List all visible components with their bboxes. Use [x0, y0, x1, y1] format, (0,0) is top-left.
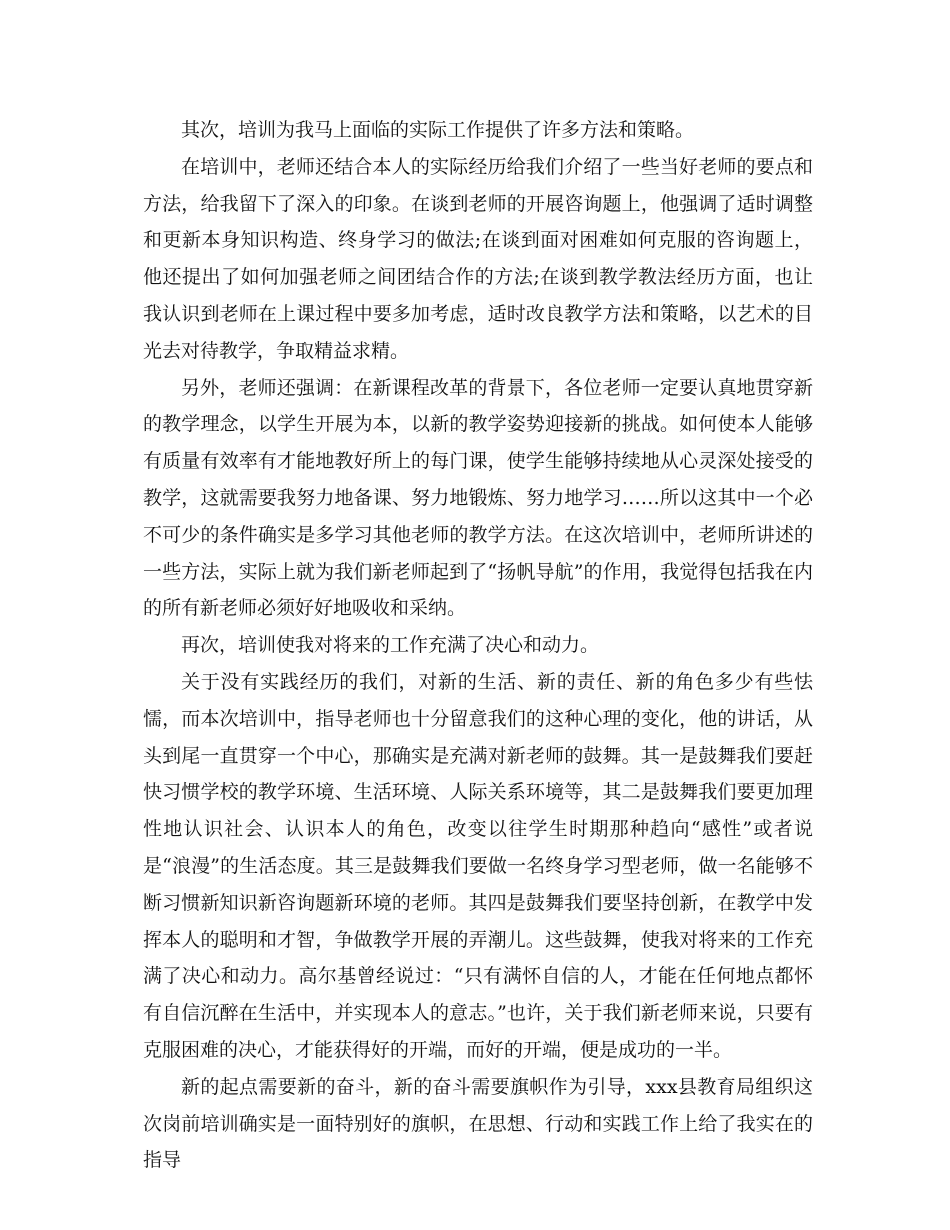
- body-text: [143, 112, 813, 1179]
- paragraph-1: 其次，培训为我马上面临的实际工作提供了许多方法和策略。: [181, 119, 695, 141]
- paragraph-3: 另外，老师还强调：在新课程改革的背景下，各位老师一定要认真地贯穿新的教学理念，以学生开展为本，以新的教学姿势迎接新的挑战。如何使本人能够有质量有效率有才能地教好所上的每门课，使学生能够持续地从心灵深处接受的教学，这就需要我努力地备课、努力地锻炼、努力地学习……所以这其中一个必不可少的条件确实是多学习其他老师的教学方法。在这次培训中，老师所讲述的一些方法，实际上就为我们新老师起到了“扬帆导航”的作用，我觉得包括我在内的所有新老师必须好好地吸收和采纳。: [143, 376, 813, 620]
- paragraph-5: 关于没有实践经历的我们，对新的生活、新的责任、新的角色多少有些怯懦，而本次培训中，指导老师也十分留意我们的这种心理的变化，他的讲话，从头到尾一直贯穿一个中心，那确实是充满对新老师的鼓舞。其一是鼓舞我们要赶快习惯学校的教学环境、生活环境、人际关系环境等，其二是鼓舞我们要更加理性地认识社会、认识本人的角色，改变以往学生时期那种趋向“感性”或者说是“浪漫”的生活态度。其三是鼓舞我们要做一名终身学习型老师，做一名能够不断习惯新知识新咨询题新环境的老师。其四是鼓舞我们要坚持创新，在教学中发挥本人的聪明和才智，争做教学开展的弄潮儿。这些鼓舞，使我对将来的工作充满了决心和动力。高尔基曾经说过：“只有满怀自信的人，才能在任何地点都怀有自信沉醉在生活中，并实现本人的意志。”也许，关于我们新老师来说，只要有克服困难的决心，才能获得好的开端，而好的开端，便是成功的一半。: [143, 670, 813, 1061]
- paragraph-4: 再次，培训使我对将来的工作充满了决心和动力。: [181, 634, 600, 657]
- paragraph-2: 在培训中，老师还结合本人的实际经历给我们介绍了一些当好老师的要点和方法，给我留下了深入的印象。在谈到老师的开展咨询题上，他强调了适时调整和更新本身知识构造、终身学习的做法;在谈到面对困难如何克服的咨询题上，他还提出了如何加强老师之间团结合作的方法;在谈到教学教法经历方面，也让我认识到老师在上课过程中要多加考虑，适时改良教学方法和策略，以艺术的目光去对待教学，争取精益求精。: [143, 155, 813, 362]
- paragraph-6: 新的起点需要新的奋斗，新的奋斗需要旗帜作为引导，xxx县教育局组织这次岗前培训确实是一面特别好的旗帜，在思想、行动和实践工作上给了我实在的指导: [143, 1075, 813, 1172]
